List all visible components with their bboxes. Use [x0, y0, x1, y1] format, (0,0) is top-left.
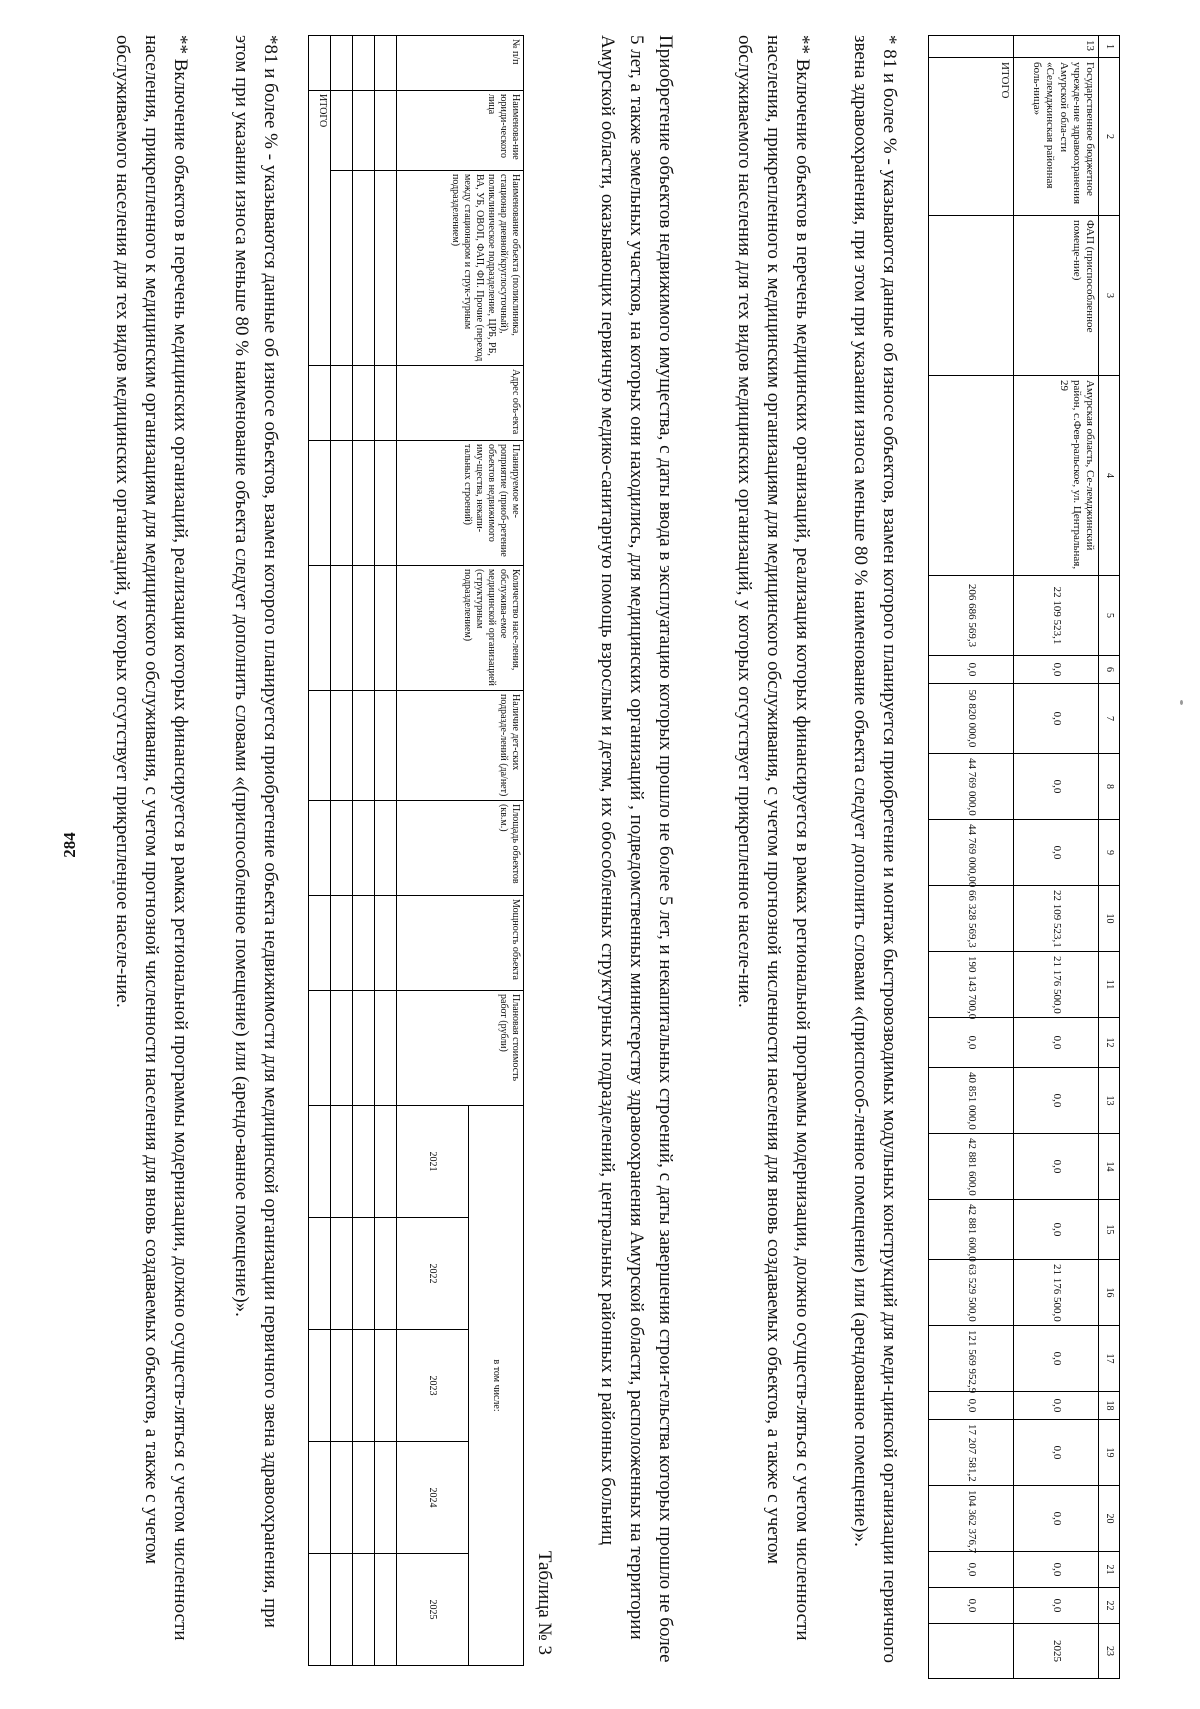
col-number: 21 — [1099, 1552, 1120, 1588]
header-cell: № п/п — [397, 36, 524, 91]
total-row — [929, 36, 1014, 1679]
total-cell: 0,0 — [929, 1392, 1014, 1420]
col-number: 15 — [1099, 1200, 1120, 1260]
total-cell: 206 686 569,3 — [929, 576, 1014, 656]
total-row — [309, 36, 331, 1666]
year-header: 2023 — [397, 1330, 469, 1442]
total-cell: 190 143 700,0 — [929, 952, 1014, 1018]
header-cell: Наименова-ние юриди-ческого лица — [397, 91, 524, 171]
section-heading: Приобретение объектов недвижимого имущества, с даты ввода в эксплуатацию которых прошло не более 5 лет, и некапитальных строений, с даты завершения строи-тельства которых прошло не более 5 лет, а также земельных участков, на которых они находились, для медицинских организаций , подведомственных министерству здравоохранения Амурской области, расположенных на территории Амурской области, оказывающих первичную медико-санитарную помощь взрослым и детям, их обособленных структурных подразделений, центральных районных и районных больниц — [597, 35, 676, 1663]
col-number: 10 — [1099, 886, 1120, 952]
total-cell: 50 820 000,0 — [929, 684, 1014, 754]
footnote-wear-2: *81 и более % - указываются данные об износе объектов, взамен которого планируется приобретение объекта недвижимости для медицинской организации первичного звена здравоохранения, при этом при указании износа меньше 80 % наименование объекта следует дополнить словами «(приспособленное помещение) или (арендо-ванное помещение)». — [231, 35, 281, 1628]
scan-speck — [1180, 700, 1183, 705]
header-cell: в том числе: — [469, 1106, 524, 1666]
col-number: 18 — [1099, 1392, 1120, 1420]
col-number: 3 — [1099, 216, 1120, 376]
table-header-row — [469, 36, 524, 1666]
col-number: 12 — [1099, 1018, 1120, 1068]
header-cell: Наличие дет-ских подразде-лений (да/нет) — [397, 691, 524, 801]
value-cell: 0,0 — [1014, 1134, 1099, 1200]
footnote-inclusion-2: ** Включение объектов в перечень медицинских организаций, реализация которых финансируется в рамках региональной программы модернизации, должно осуществ-ляться с учетом численности населения, прикрепленного к медицинским организациям для медицинского обслуживания, с учетом прогнозной численности населения для вновь создаваемых объектов, а также с учетом обслуживаемого населения для тех видов медицинских организаций, у которых отсутствует прикрепленное населе-ние. — [112, 35, 191, 1641]
col-number: 22 — [1099, 1588, 1120, 1624]
total-cell: 42 881 600,0 — [929, 1200, 1014, 1260]
header-cell: Планируемое ме-роприятие (приоб-ретение объектов недвижимого иму-щества, некапи-тальных строений) — [397, 441, 524, 566]
total-cell: 44 769 000,0 — [929, 754, 1014, 820]
year-header: 2021 — [397, 1106, 469, 1218]
value-cell: 0,0 — [1014, 754, 1099, 820]
col-number: 19 — [1099, 1420, 1120, 1486]
page-number: 284 — [60, 832, 79, 858]
value-cell: 0,0 — [1014, 1200, 1099, 1260]
table-3 — [308, 35, 524, 1666]
header-cell: Плановая стоимость работ (рубли) — [397, 991, 524, 1106]
value-cell: 0,0 — [1014, 1068, 1099, 1134]
value-cell: 22 109 523,1 — [1014, 886, 1099, 952]
col-number: 13 — [1099, 1068, 1120, 1134]
col-number: 4 — [1099, 376, 1120, 576]
header-cell: Количество насе-ления, обслужива-емое медицинской организацией (структурным подразделением) — [397, 566, 524, 691]
value-cell: 0,0 — [1014, 1392, 1099, 1420]
table-row — [375, 36, 397, 1666]
header-cell: Адрес объ-екта — [397, 366, 524, 441]
value-cell: 0,0 — [1014, 684, 1099, 754]
value-cell: 0,0 — [1014, 1552, 1099, 1588]
col-number: 20 — [1099, 1486, 1120, 1552]
col-number: 1 — [1099, 36, 1120, 58]
table-row — [353, 36, 375, 1666]
col-number: 5 — [1099, 576, 1120, 656]
total-cell: 44 769 000,00 — [929, 820, 1014, 886]
year-cell: 2025 — [1014, 1624, 1099, 1679]
total-cell: 40 851 000,0 — [929, 1068, 1014, 1134]
header-cell: Мощность объекта — [397, 896, 524, 991]
year-header: 2022 — [397, 1218, 469, 1330]
col-number: 9 — [1099, 820, 1120, 886]
col-number: 17 — [1099, 1326, 1120, 1392]
footnote-inclusion: ** Включение объектов в перечень медицинских организаций, реализация которых финансируется в рамках региональной программы модернизации, должно осуществ-ляться с учетом численности населения, прикрепленного к медицинским организациям для медицинского обслуживания, с учетом прогнозной численности населения для вновь создаваемых объектов, а также с учетом обслуживаемого населения для тех видов медицинских организаций, у которых отсутствует прикрепленное населе-ние. — [734, 35, 813, 1641]
total-cell: 0,0 — [929, 1588, 1014, 1624]
total-cell: 63 529 500,0 — [929, 1260, 1014, 1326]
total-cell: 0,0 — [929, 1552, 1014, 1588]
header-cell: Наименование объекта (поликлиника, стационар дневной/круглосуточный), поликлиническое подразделение, ЦРБ, РБ, ВА, УБ, ОВОП, ФАП, ФП. Прочие (переход между стационаром и струк-турным подразделением) — [397, 171, 524, 366]
total-cell: 104 362 376,7 — [929, 1486, 1014, 1552]
value-cell: 0,0 — [1014, 1018, 1099, 1068]
total-cell: 42 881 600,0 — [929, 1134, 1014, 1200]
objects-table-continued — [928, 35, 1120, 1679]
object-address: Амурская область, Се-лемджинский район, с.Фев-ральское, ул. Центральная, 29 — [1014, 376, 1099, 576]
total-cell: 0,0 — [929, 1018, 1014, 1068]
total-cell: 0,0 — [929, 656, 1014, 684]
total-label: ИТОГО — [309, 91, 331, 366]
value-cell: 0,0 — [1014, 820, 1099, 886]
total-cell: 17 207 581,2 — [929, 1420, 1014, 1486]
column-number-row — [1099, 36, 1120, 1679]
col-number: 6 — [1099, 656, 1120, 684]
table-row — [1014, 36, 1099, 1679]
total-cell — [929, 1624, 1014, 1679]
table-label: Таблица № 3 — [534, 1550, 555, 1655]
object-name: ФАП (приспособленное помеще-ние) — [1014, 216, 1099, 376]
table-row — [331, 36, 353, 1666]
total-label: ИТОГО — [929, 58, 1014, 216]
total-cell: 66 328 569,3 — [929, 886, 1014, 952]
value-cell: 21 176 500,0 — [1014, 952, 1099, 1018]
year-header: 2025 — [397, 1554, 469, 1666]
col-number: 2 — [1099, 58, 1120, 216]
value-cell: 0,0 — [1014, 1486, 1099, 1552]
total-cell: 121 569 952,9 — [929, 1326, 1014, 1392]
row-number: 13 — [1014, 36, 1099, 58]
org-name: Государственное бюджетное учрежде-ние здравоохранения Амурской обла-сти «Селемджинская районная боль-ница» — [1014, 58, 1099, 216]
col-number: 16 — [1099, 1260, 1120, 1326]
col-number: 7 — [1099, 684, 1120, 754]
value-cell: 22 109 523,1 — [1014, 576, 1099, 656]
year-header: 2024 — [397, 1442, 469, 1554]
value-cell: 0,0 — [1014, 1588, 1099, 1624]
value-cell: 0,0 — [1014, 1326, 1099, 1392]
col-number: 11 — [1099, 952, 1120, 1018]
col-number: 8 — [1099, 754, 1120, 820]
value-cell: 21 176 500,0 — [1014, 1260, 1099, 1326]
value-cell: 0,0 — [1014, 656, 1099, 684]
col-number: 14 — [1099, 1134, 1120, 1200]
footnote-wear: * 81 и более % - указываются данные об износе объектов, взамен которого планируется приобретение и монтаж быстровозводимых модульных конструкций для меди-цинской организации первичного звена здравоохранения, при этом при указании износа меньше 80 % наименование объекта следует дополнить словами «(приспособ-ленное помещение) или (арендованное помещение)». — [850, 35, 900, 1663]
value-cell: 0,0 — [1014, 1420, 1099, 1486]
col-number: 23 — [1099, 1624, 1120, 1679]
rotated-page-content — [50, 35, 1120, 1665]
header-cell: Площадь объектов (кв.м.) — [397, 801, 524, 896]
